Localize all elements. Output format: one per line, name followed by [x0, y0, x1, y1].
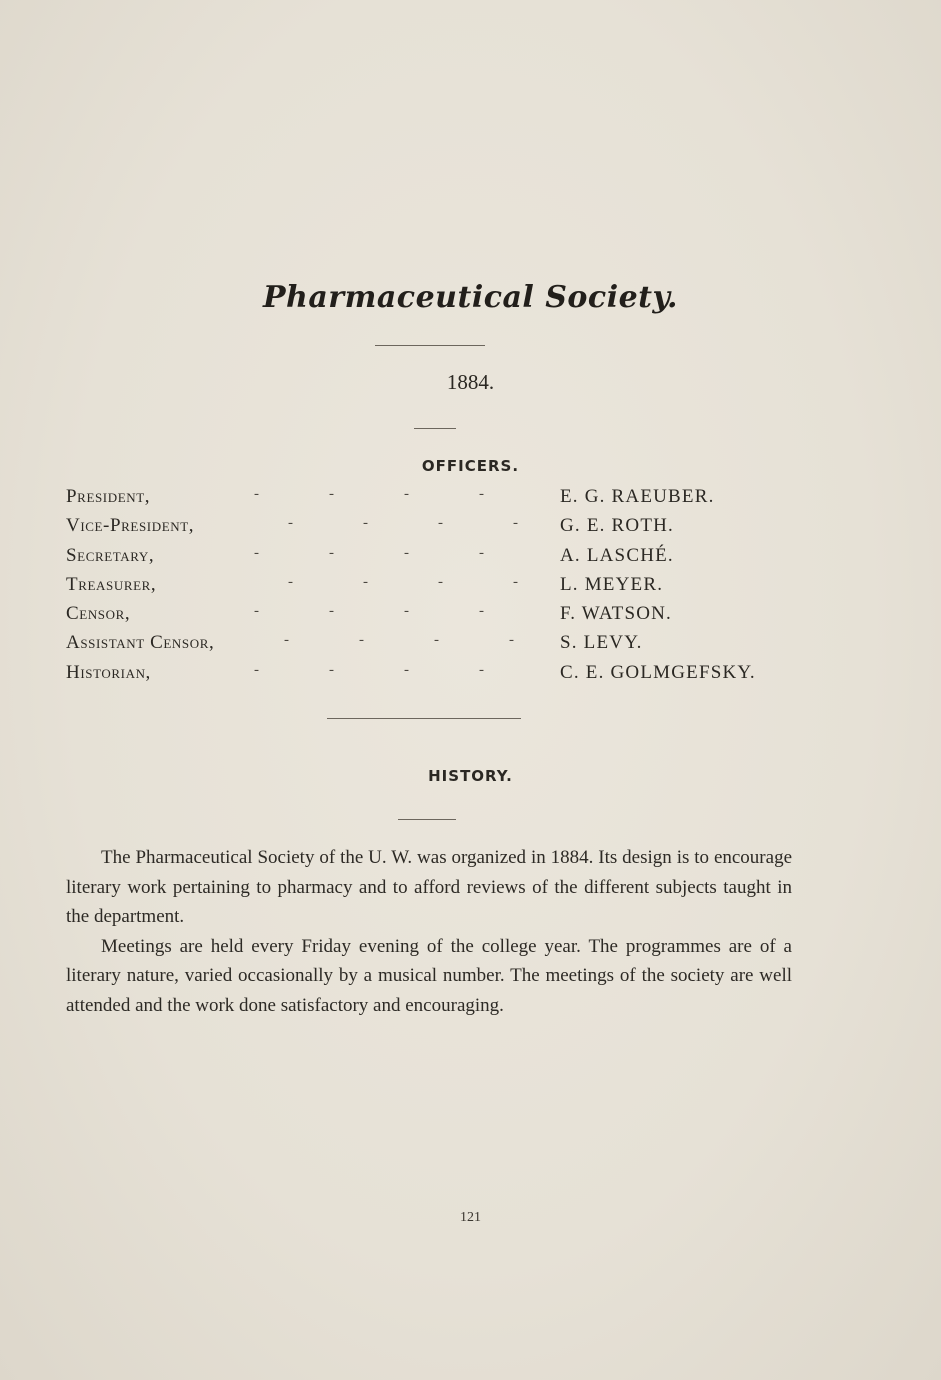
officer-role: President,	[66, 486, 151, 507]
officer-row-president	[66, 486, 806, 515]
officer-role: Treasurer,	[66, 573, 157, 595]
officer-name: F. WATSON.	[560, 603, 673, 625]
dash-leader: - - - -	[254, 603, 484, 620]
dash-leader: - - - -	[284, 632, 514, 649]
officer-name: C. E. GOLMGEFSKY.	[560, 661, 756, 683]
officers-heading: OFFICERS.	[421, 457, 520, 475]
officer-role: Vice-President,	[66, 515, 195, 537]
page-title: Pharmaceutical Society.	[263, 280, 678, 315]
history-text	[66, 843, 792, 1020]
dash-leader: - - - -	[254, 486, 484, 502]
officer-row-historian	[66, 662, 806, 691]
officer-name: L. MEYER.	[560, 573, 664, 595]
officer-row-assistant-censor	[66, 632, 806, 661]
officer-role: Censor,	[66, 603, 131, 625]
year-label: 1884.	[446, 370, 495, 394]
officer-row-vice-president	[66, 515, 806, 544]
officer-row-censor	[66, 603, 806, 632]
year-divider	[414, 428, 456, 429]
officer-role: Historian,	[66, 661, 151, 683]
page-number: 121	[460, 1210, 481, 1225]
officer-name: A. LASCHÉ.	[560, 544, 674, 566]
history-paragraph: Meetings are held every Friday evening of the college year. The programmes are of a literary nature, varied occasionally by a musical number. The meetings of the society are well attended and the work done satisfactory and encouraging.	[66, 935, 792, 1016]
history-heading: HISTORY.	[428, 767, 513, 785]
officers-list	[66, 486, 806, 691]
dash-leader: - - - -	[254, 544, 484, 561]
history-divider	[398, 819, 456, 820]
officer-row-secretary	[66, 545, 806, 574]
officer-role: Assistant Censor,	[66, 632, 215, 654]
officer-name: S. LEVY.	[560, 632, 643, 654]
officers-divider	[327, 718, 521, 719]
dash-leader: - - - -	[254, 661, 484, 678]
officer-role: Secretary,	[66, 544, 155, 566]
history-paragraph: The Pharmaceutical Society of the U. W. was organized in 1884. Its design is to encourage literary work pertaining to pharmacy and to afford reviews of the different subjects taught in the department.	[66, 847, 792, 927]
officer-name: G. E. ROTH.	[560, 515, 674, 537]
dash-leader: - - - -	[288, 573, 518, 590]
title-divider	[375, 345, 485, 346]
officer-row-treasurer	[66, 574, 806, 603]
officer-name: E. G. RAEUBER.	[560, 486, 715, 507]
dash-leader: - - - -	[288, 515, 518, 532]
